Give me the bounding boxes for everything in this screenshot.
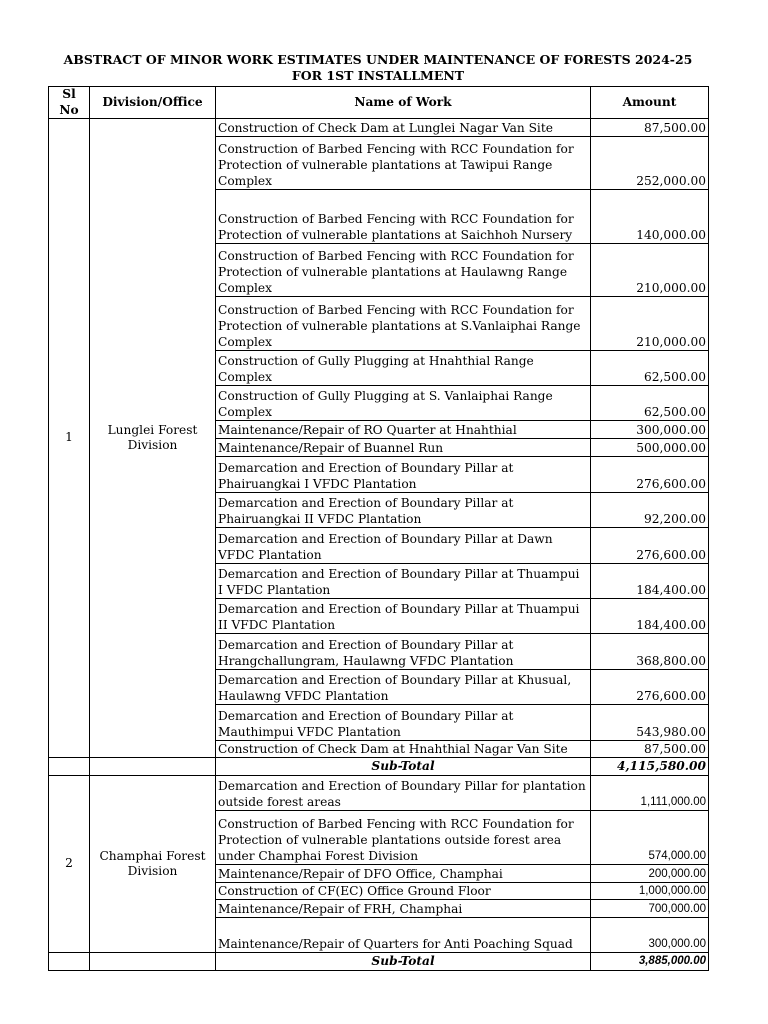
- work-name: Construction of Check Dam at Lunglei Nagar Van Site: [216, 119, 591, 137]
- work-amount: 300,000.00: [591, 421, 709, 439]
- work-name: Maintenance/Repair of RO Quarter at Hnahthial: [216, 421, 591, 439]
- work-amount: 368,800.00: [591, 634, 709, 670]
- work-name: Construction of Gully Plugging at Hnahthial Range Complex: [216, 351, 591, 386]
- work-name: Construction of CF(EC) Office Ground Floor: [216, 883, 591, 900]
- work-name: Demarcation and Erection of Boundary Pillar at Khusual, Haulawng VFDC Plantation: [216, 670, 591, 705]
- work-name: Demarcation and Erection of Boundary Pillar at Thuampui II VFDC Plantation: [216, 599, 591, 634]
- work-amount: 574,000.00: [591, 811, 709, 865]
- work-name: Demarcation and Erection of Boundary Pillar for plantation outside forest areas: [216, 776, 591, 811]
- subtotal-label: Sub-Total: [216, 758, 591, 776]
- work-name: Demarcation and Erection of Boundary Pillar at Dawn VFDC Plantation: [216, 528, 591, 564]
- work-amount: 92,200.00: [591, 493, 709, 528]
- work-amount: 543,980.00: [591, 705, 709, 741]
- subtotal-amount: 4,115,580.00: [591, 758, 709, 776]
- work-amount: 87,500.00: [591, 119, 709, 137]
- work-amount: 700,000.00: [591, 900, 709, 918]
- work-amount: 200,000.00: [591, 865, 709, 883]
- work-amount: 276,600.00: [591, 528, 709, 564]
- work-name: Construction of Barbed Fencing with RCC Foundation for Protection of vulnerable plantations outside forest area under Champhai Forest Division: [216, 811, 591, 865]
- header-amount: Amount: [591, 87, 709, 119]
- work-amount: 210,000.00: [591, 244, 709, 297]
- work-amount: 276,600.00: [591, 670, 709, 705]
- table-row: [49, 119, 709, 137]
- work-name: Maintenance/Repair of DFO Office, Champhai: [216, 865, 591, 883]
- work-amount: 500,000.00: [591, 439, 709, 457]
- work-amount: 184,400.00: [591, 564, 709, 599]
- work-amount: 1,111,000.00: [591, 776, 709, 811]
- work-name: Construction of Barbed Fencing with RCC Foundation for Protection of vulnerable plantations at Haulawng Range Complex: [216, 244, 591, 297]
- work-amount: 210,000.00: [591, 297, 709, 351]
- work-name: Maintenance/Repair of Buannel Run: [216, 439, 591, 457]
- work-name: Demarcation and Erection of Boundary Pillar at Thuampui I VFDC Plantation: [216, 564, 591, 599]
- work-amount: 1,000,000.00: [591, 883, 709, 900]
- header-sl-no: Sl No: [49, 87, 90, 119]
- table-row: [49, 776, 709, 811]
- division-sl-no: 1: [49, 119, 90, 758]
- work-amount: 62,500.00: [591, 351, 709, 386]
- header-name-of-work: Name of Work: [216, 87, 591, 119]
- subtotal-row: [49, 758, 709, 776]
- works-table: [48, 86, 709, 971]
- work-name: Construction of Gully Plugging at S. Vanlaiphai Range Complex: [216, 386, 591, 421]
- work-amount: 184,400.00: [591, 599, 709, 634]
- work-amount: 276,600.00: [591, 457, 709, 493]
- subtotal-row: [49, 953, 709, 971]
- work-name: Demarcation and Erection of Boundary Pillar at Phairuangkai I VFDC Plantation: [216, 457, 591, 493]
- work-amount: 252,000.00: [591, 137, 709, 190]
- document-title: ABSTRACT OF MINOR WORK ESTIMATES UNDER MAINTENANCE OF FORESTS 2024-25 FOR 1ST INSTALLMENT: [63, 52, 693, 83]
- subtotal-amount: 3,885,000.00: [591, 953, 709, 971]
- work-name: Maintenance/Repair of FRH, Champhai: [216, 900, 591, 918]
- work-name: Construction of Barbed Fencing with RCC Foundation for Protection of vulnerable plantations at Tawipui Range Complex: [216, 137, 591, 190]
- work-name: Construction of Barbed Fencing with RCC Foundation for Protection of vulnerable plantations at Saichhoh Nursery: [216, 190, 591, 244]
- work-name: Demarcation and Erection of Boundary Pillar at Phairuangkai II VFDC Plantation: [216, 493, 591, 528]
- subtotal-label: Sub-Total: [216, 953, 591, 971]
- work-amount: 62,500.00: [591, 386, 709, 421]
- division-name: Champhai Forest Division: [90, 776, 216, 953]
- division-name: Lunglei Forest Division: [90, 119, 216, 758]
- header-division: Division/Office: [90, 87, 216, 119]
- division-sl-no: 2: [49, 776, 90, 953]
- work-name: Demarcation and Erection of Boundary Pillar at Mauthimpui VFDC Plantation: [216, 705, 591, 741]
- work-name: Maintenance/Repair of Quarters for Anti Poaching Squad: [216, 918, 591, 953]
- header-row: [49, 87, 709, 119]
- work-name: Construction of Barbed Fencing with RCC Foundation for Protection of vulnerable plantations at S.Vanlaiphai Range Complex: [216, 297, 591, 351]
- work-amount: 140,000.00: [591, 190, 709, 244]
- work-amount: 300,000.00: [591, 918, 709, 953]
- work-name: Construction of Check Dam at Hnahthial Nagar Van Site: [216, 741, 591, 758]
- work-name: Demarcation and Erection of Boundary Pillar at Hrangchallungram, Haulawng VFDC Plantation: [216, 634, 591, 670]
- work-amount: 87,500.00: [591, 741, 709, 758]
